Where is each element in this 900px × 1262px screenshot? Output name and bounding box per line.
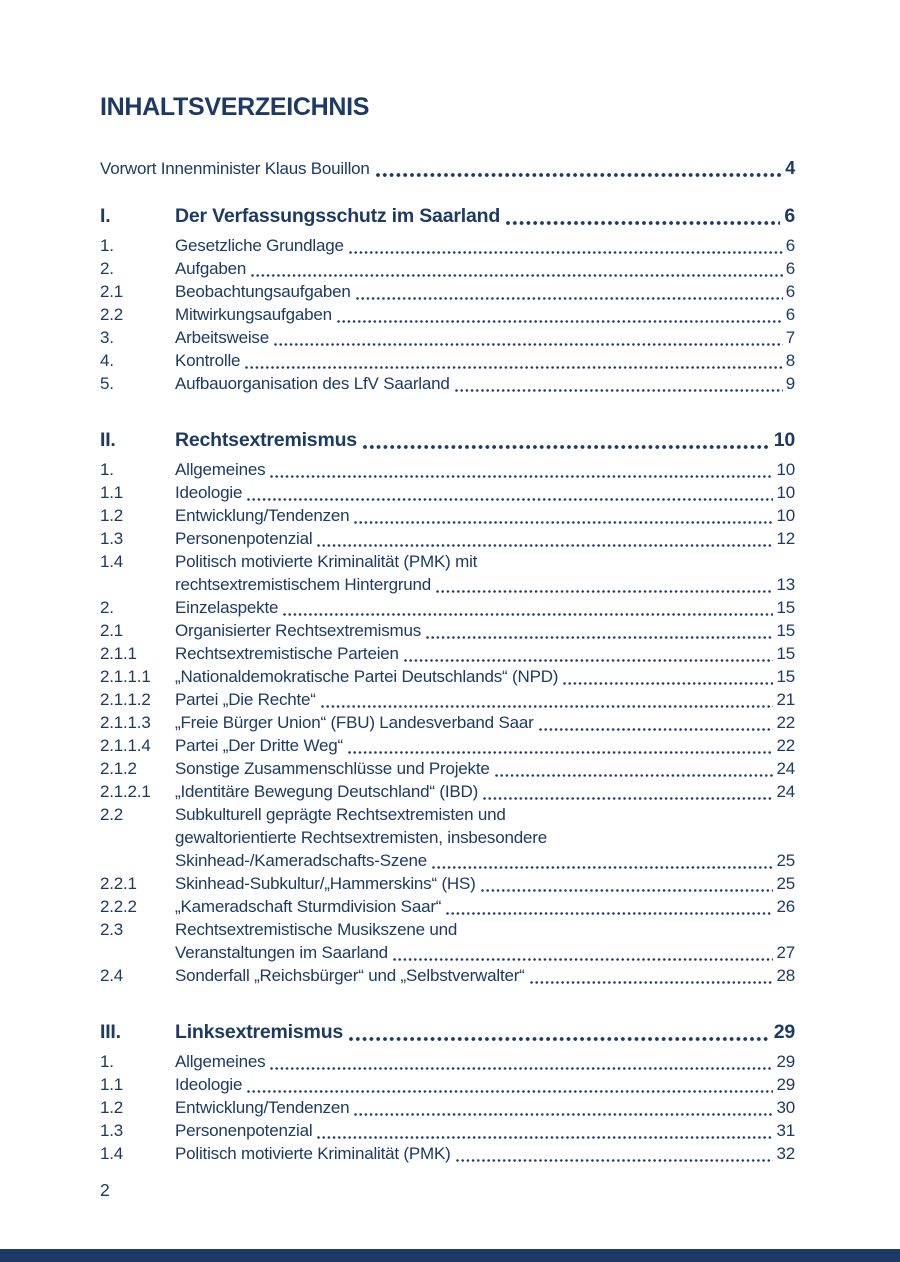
entry-page: 27 [776,943,795,962]
footer-bar [0,1249,900,1262]
dot-leader [393,957,774,962]
toc-entry [100,665,795,688]
entry-page: 24 [776,782,795,801]
section-number: I. [100,205,111,227]
entry-text: Sonderfall „Reichsbürger“ und „Selbstverwalter“ [175,966,525,985]
entry-page: 22 [776,736,795,755]
dot-leader [337,319,783,324]
dot-leader [539,727,774,732]
dot-leader [251,273,783,278]
entry-number: 3. [100,328,114,347]
entry-page: 31 [776,1121,795,1140]
entry-text: Personenpotenzial [175,529,313,548]
entry-text: Allgemeines [175,460,266,479]
entry-number: 2.1.2 [100,759,137,778]
dot-leader [354,1112,773,1117]
toc-entry [100,550,795,596]
entry-page: 15 [776,644,795,663]
entry-number: 2.2.1 [100,874,137,893]
section-title: Linksextremismus [175,1021,344,1043]
entry-text: Entwicklung/Tendenzen [175,506,350,525]
entry-number: 2.1.1.4 [100,736,151,755]
entry-number: 1.1 [100,1075,124,1094]
entry-page: 12 [776,529,795,548]
entry-page: 28 [776,966,795,985]
section-number: III. [100,1021,121,1043]
dot-leader [436,589,773,594]
entry-number: 1.3 [100,529,124,548]
entry-text: Aufgaben [175,259,247,278]
entry-number: 2.1.1.3 [100,713,151,732]
entry-text: Beobachtungsaufgaben [175,282,351,301]
entry-page: 13 [776,575,795,594]
dot-leader [483,796,773,801]
toc-entry [100,349,795,372]
entry-page: 15 [776,598,795,617]
dot-leader [563,681,773,686]
entry-text: Skinhead-/Kameradschafts-Szene [175,851,427,870]
entry-text: Allgemeines [175,1052,266,1071]
toc-entry-preface [100,157,795,180]
section-number: II. [100,429,116,451]
entry-number: 2.1.2.1 [100,782,151,801]
toc-entry [100,1142,795,1165]
section-title: Der Verfassungsschutz im Saarland [175,205,501,227]
section-page: 29 [773,1021,795,1043]
entry-text: Politisch motivierte Kriminalität (PMK) mit [175,552,478,571]
entry-page: 7 [785,328,795,347]
dot-leader [317,543,773,548]
entry-number: 2.1 [100,282,124,301]
entry-number: 2.2.2 [100,897,137,916]
toc-entry [100,1119,795,1142]
toc-entry [100,734,795,757]
toc-entry [100,326,795,349]
toc-entry [100,964,795,987]
page-title: INHALTSVERZEICHNIS [100,93,370,121]
entry-page: 24 [776,759,795,778]
section-heading [100,204,795,228]
section-title: Rechtsextremismus [175,429,357,451]
toc-entry [100,642,795,665]
toc-section [100,428,795,987]
entry-page: 8 [785,351,795,370]
dot-leader [283,612,773,617]
entry-page: 6 [785,282,795,301]
entry-text: Personenpotenzial [175,1121,313,1140]
entry-number: 1.2 [100,506,124,525]
entry-number: 4. [100,351,114,370]
dot-leader [270,1066,773,1071]
entry-text: Aufbauorganisation des LfV Saarland [175,374,450,393]
entry-number: 2. [100,598,114,617]
toc-entry [100,757,795,780]
dot-leader [349,250,783,255]
dot-leader [348,750,774,755]
entry-number: 1.2 [100,1098,124,1117]
entry-page: 25 [776,874,795,893]
entry-text: „Identitäre Bewegung Deutschland“ (IBD) [175,782,479,801]
toc-entry [100,711,795,734]
entry-text: Partei „Der Dritte Weg“ [175,736,343,755]
entry-number: 2.1.1.1 [100,667,151,686]
preface-label: Vorwort Innenminister Klaus Bouillon [100,159,370,178]
toc-entry [100,872,795,895]
dot-leader [456,1158,774,1163]
section-page: 6 [784,205,795,227]
entry-number: 2.2 [100,305,124,324]
dot-leader [363,444,770,450]
dot-leader [321,704,774,709]
entry-number: 2. [100,259,114,278]
section-heading [100,1020,795,1044]
dot-leader [530,980,774,985]
section-page: 10 [773,429,795,451]
entry-number: 2.1.1 [100,644,137,663]
toc-entry [100,504,795,527]
entry-text: Organisierter Rechtsextremismus [175,621,422,640]
entry-text: rechtsextremistischem Hintergrund [175,575,432,594]
toc-entry [100,803,795,872]
entry-text: Rechtsextremistische Parteien [175,644,399,663]
entry-number: 1.3 [100,1121,124,1140]
entry-number: 1.4 [100,1144,124,1163]
dot-leader [245,365,782,370]
entry-text: Rechtsextremistische Musikszene und [175,920,458,939]
toc-entry [100,303,795,326]
entry-number: 1. [100,1052,114,1071]
entry-page: 6 [785,305,795,324]
dot-leader [404,658,774,663]
entry-page: 15 [776,667,795,686]
toc-entry [100,619,795,642]
toc-entry [100,458,795,481]
dot-leader [356,296,783,301]
toc-section [100,1020,795,1165]
entry-text: Partei „Die Rechte“ [175,690,316,709]
entry-text: „Kameradschaft Sturmdivision Saar“ [175,897,442,916]
entry-text: Ideologie [175,1075,243,1094]
entry-page: 10 [776,483,795,502]
entry-text: „Nationaldemokratische Partei Deutschlands“ (NPD) [175,667,559,686]
toc-entry [100,780,795,803]
entry-page: 32 [776,1144,795,1163]
toc-entry [100,481,795,504]
dot-leader [349,1036,770,1042]
entry-text: Mitwirkungsaufgaben [175,305,332,324]
entry-text: Sonstige Zusammenschlüsse und Projekte [175,759,490,778]
entry-number: 2.1.1.2 [100,690,151,709]
preface-page: 4 [785,158,795,178]
entry-text: Skinhead-Subkultur/„Hammerskins“ (HS) [175,874,476,893]
entry-page: 6 [785,259,795,278]
toc-entry [100,1096,795,1119]
entry-number: 1. [100,236,114,255]
entry-page: 29 [776,1052,795,1071]
entry-number: 2.1 [100,621,124,640]
toc-entry [100,257,795,280]
dot-leader [247,497,773,502]
entry-text: gewaltorientierte Rechtsextremisten, insbesondere [175,828,547,847]
entry-number: 2.2 [100,805,124,824]
entry-number: 2.4 [100,966,124,985]
toc-entry [100,895,795,918]
entry-text: Politisch motivierte Kriminalität (PMK) [175,1144,451,1163]
entry-page: 22 [776,713,795,732]
toc-entry [100,1050,795,1073]
toc-entry [100,234,795,257]
entry-number: 1.4 [100,552,124,571]
entry-page: 29 [776,1075,795,1094]
entry-page: 21 [776,690,795,709]
entry-text: Einzelaspekte [175,598,279,617]
dot-leader [317,1135,773,1140]
toc-entry [100,1073,795,1096]
entry-page: 30 [776,1098,795,1117]
entry-number: 1.1 [100,483,124,502]
toc-entry [100,372,795,395]
dot-leader [455,388,783,393]
dot-leader [274,342,783,347]
dot-leader [354,520,773,525]
section-heading [100,428,795,452]
page-number: 2 [100,1180,110,1200]
toc-entry [100,688,795,711]
entry-text: Gesetzliche Grundlage [175,236,344,255]
entry-page: 9 [785,374,795,393]
dot-leader [446,911,773,916]
entry-text: Subkulturell geprägte Rechtsextremisten und [175,805,506,824]
dot-leader [426,635,773,640]
entry-page: 25 [776,851,795,870]
dot-leader [270,474,773,479]
dot-leader [432,865,774,870]
toc-entry [100,918,795,964]
dot-leader [247,1089,773,1094]
entry-text: Ideologie [175,483,243,502]
entry-page: 26 [776,897,795,916]
entry-number: 2.3 [100,920,124,939]
entry-page: 6 [785,236,795,255]
entry-page: 15 [776,621,795,640]
entry-text: Kontrolle [175,351,241,370]
dot-leader [495,773,774,778]
toc-entry [100,596,795,619]
entry-text: Arbeitsweise [175,328,269,347]
toc-entry [100,280,795,303]
entry-number: 5. [100,374,114,393]
dot-leader [376,172,782,178]
dot-leader [506,220,780,226]
entry-page: 10 [776,506,795,525]
entry-text: Veranstaltungen im Saarland [175,943,388,962]
entry-text: Entwicklung/Tendenzen [175,1098,350,1117]
toc-entry [100,527,795,550]
dot-leader [481,888,774,893]
entry-page: 10 [776,460,795,479]
entry-number: 1. [100,460,114,479]
toc-sections [100,204,795,1165]
toc-section [100,204,795,395]
entry-text: „Freie Bürger Union“ (FBU) Landesverband Saar [175,713,534,732]
